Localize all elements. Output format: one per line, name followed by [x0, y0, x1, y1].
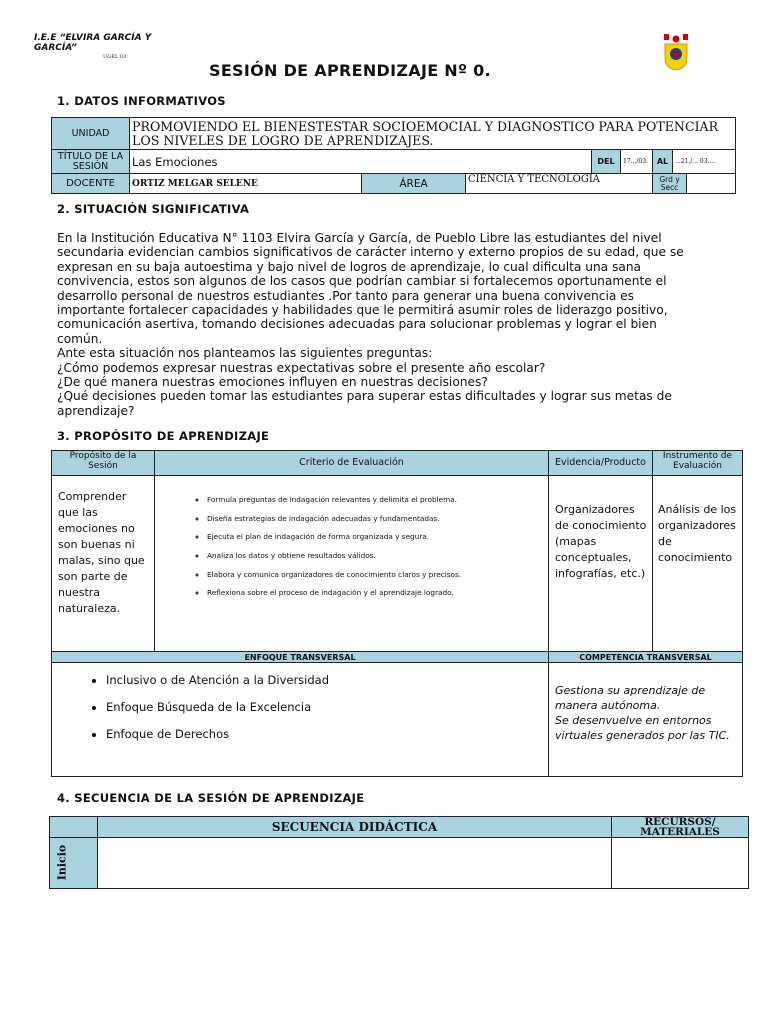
situacion-line: común.: [57, 331, 103, 346]
situacion-line: secundaria evidencian cambios significativos de carácter interno y externo propios de su edad, que se: [57, 245, 684, 260]
inicio-content: [98, 838, 612, 889]
header-secuencia: SECUENCIA DIDÁCTICA: [98, 817, 612, 838]
criterios-cell: [155, 476, 549, 652]
section-heading-proposito: 3. PROPÓSITO DE APRENDIZAJE: [57, 429, 270, 443]
del-label: DEL: [592, 150, 621, 174]
docente-label: DOCENTE: [52, 174, 130, 194]
inicio-label: Inicio: [55, 844, 69, 881]
unidad-value: PROMOVIENDO EL BIENESTESTAR SOCIOEMOCIAL Y DIAGNOSTICO PARA POTENCIAR LOS NIVELES DE LOGRO DE APRENDIZAJES.: [130, 118, 736, 150]
area-label: ÁREA: [362, 174, 466, 194]
situacion-line: importante fortalecer capacidades y habilidades que le permitirá asumir roles de liderazgo positivo,: [57, 303, 668, 318]
inicio-cell: [50, 838, 98, 889]
situacion-line: desarrollo personal de nuestros estudiantes .Por tanto para generar una buena convivencia es: [57, 288, 635, 303]
titulo-label: TÍTULO DE LA SESIÓN: [52, 150, 130, 174]
situacion-line: convivencia, estos son algunos de los casos que podrían cambiar si fortalecemos oportunamente el: [57, 274, 667, 289]
header-instrumento: Instrumento de Evaluación: [653, 451, 743, 476]
header-evidencia: Evidencia/Producto: [549, 451, 653, 476]
section-heading-secuencia: 4. SECUENCIA DE LA SESIÓN DE APRENDIZAJE: [57, 791, 365, 805]
situacion-line: ¿Cómo podemos expresar nuestras expectativas sobre el presente año escolar?: [57, 360, 546, 375]
secuencia-table: [49, 816, 749, 889]
inicio-recursos: [612, 838, 749, 889]
unidad-label: UNIDAD: [52, 118, 130, 150]
situacion-text: [57, 231, 737, 418]
enfoques-cell: [52, 663, 549, 777]
criterio-item: ◦ Diseña estrategias de indagación adecuadas y fundamentadas.: [207, 515, 548, 523]
header-criterio: Criterio de Evaluación: [155, 451, 549, 476]
criterio-item: ◦ Formula preguntas de indagación relevantes y delimita el problema.: [207, 496, 548, 504]
evidencia-text: Organizadores de conocimiento (mapas conceptuales, infografías, etc.): [549, 476, 653, 652]
docente-value: ORTIZ MELGAR SELENE: [130, 174, 362, 194]
criterio-item: ◦ Ejecuta el plan de indagación de forma organizada y segura.: [207, 533, 548, 541]
situacion-line: expresan en su baja autoestima y bajo nivel de logros de aprendizaje, lo cual dificulta una sana: [57, 259, 642, 274]
area-value: CIENCIA Y TECNOLOGÍA: [466, 174, 653, 194]
al-label: AL: [653, 150, 673, 174]
situacion-line: En la Institución Educativa N° 1103 Elvira García y García, de Pueblo Libre las estudiantes del nivel: [57, 231, 662, 245]
grd-value: [687, 174, 736, 194]
competencia-text-1: Gestiona su aprendizaje de manera autónoma.: [555, 684, 706, 712]
competencia-text-2: Se desenvuelve en entornos virtuales generados por las TIC.: [555, 714, 730, 742]
section-heading-datos: 1. DATOS INFORMATIVOS: [57, 94, 226, 108]
criterio-item: ◦ Elabora y comunica organizadores de conocimiento claros y precisos.: [207, 571, 548, 579]
school-name: I.E.E “ELVIRA GARCÍA Y GARCÍA”: [34, 33, 152, 53]
enfoque-item: • Enfoque de Derechos: [106, 727, 548, 741]
del-value: 17.../03.: [621, 150, 653, 174]
enfoques-list: [84, 673, 548, 741]
instrumento-text: Análisis de los organizadores de conocimiento: [653, 476, 743, 652]
criterio-item: ◦ Reflexiona sobre el proceso de indagación y el aprendizaje logrado.: [207, 589, 548, 597]
secuencia-corner: [50, 817, 98, 838]
situacion-line: comunicación asertiva, tomando decisiones adecuadas para solucionar problemas y lograr el bien: [57, 317, 657, 332]
header-recursos: RECURSOS/ MATERIALES: [612, 817, 749, 838]
proposito-text: Comprender que las emociones no son buenas ni malas, sino que son parte de nuestra naturaleza.: [52, 476, 155, 652]
header-competencia: COMPETENCIA TRANSVERSAL: [549, 652, 743, 663]
situacion-line: ¿Qué decisiones pueden tomar las estudiantes para superar estas dificultades y lograr sus metas de: [57, 389, 672, 404]
ugel-label: UGEL 03: [103, 54, 127, 60]
titulo-value: Las Emociones: [130, 150, 592, 174]
enfoque-item: • Inclusivo o de Atención a la Diversidad: [106, 673, 548, 687]
situacion-line: ¿De qué manera nuestras emociones influyen en nuestras decisiones?: [57, 375, 488, 390]
section-heading-situacion: 2. SITUACIÓN SIGNIFICATIVA: [57, 202, 250, 216]
datos-table: [51, 117, 736, 194]
enfoque-item: • Enfoque Búsqueda de la Excelencia: [106, 700, 548, 714]
situacion-line: aprendizaje?: [57, 403, 135, 418]
page-title: SESIÓN DE APRENDIZAJE Nº 0.: [209, 61, 491, 80]
criterios-list: [207, 496, 548, 597]
competencia-cell: [549, 663, 743, 777]
al-value: ...21./... 03....: [673, 150, 736, 174]
situacion-line: Ante esta situación nos planteamos las siguientes preguntas:: [57, 346, 433, 361]
header-proposito: Propósito de la Sesión: [52, 451, 155, 476]
grd-label: Grd y Secc: [653, 174, 687, 194]
criterio-item: ◦ Analiza los datos y obtiene resultados válidos.: [207, 552, 548, 560]
proposito-table: [51, 450, 743, 777]
header-enfoque: ENFOQUE TRANSVERSAL: [52, 652, 549, 663]
